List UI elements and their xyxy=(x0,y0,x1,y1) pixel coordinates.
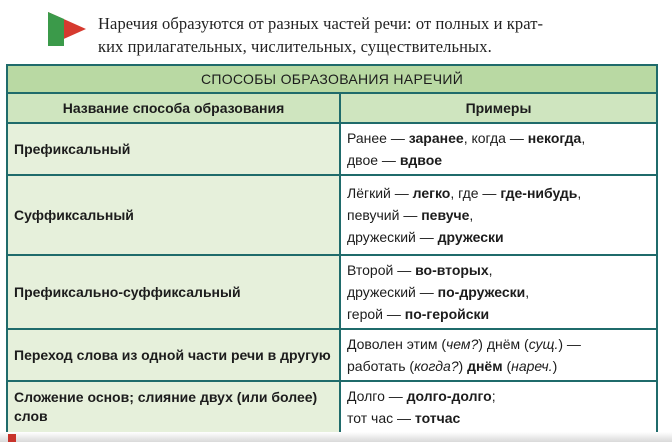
method-name: Переход слова из одной части речи в другую xyxy=(7,329,340,381)
header-method: Название способа образования xyxy=(7,93,340,123)
example-word: тотчас xyxy=(414,410,461,426)
example-text: двое — xyxy=(347,152,400,168)
examples-cell xyxy=(340,175,657,255)
example-text: ) xyxy=(552,358,558,374)
example-text: дружеский — xyxy=(347,284,438,300)
table-body xyxy=(7,123,657,433)
example-word: дружески xyxy=(437,229,504,245)
example-text: ; xyxy=(491,388,496,404)
method-name: Суффиксальный xyxy=(7,175,340,255)
header-examples: Примеры xyxy=(340,93,657,123)
example-line xyxy=(347,127,650,149)
example-word: по-дружески xyxy=(437,284,526,300)
intro-line-1: Наречия образуются от разных частей речи: от полных и крат- xyxy=(98,14,544,33)
bookmark-flag-icon xyxy=(48,12,86,46)
example-text: тот час — xyxy=(347,410,415,426)
example-text: ) xyxy=(458,358,468,374)
examples-cell xyxy=(340,255,657,329)
example-text: певучий — xyxy=(347,207,422,223)
example-text: , xyxy=(581,130,586,146)
example-word: заранее xyxy=(408,130,464,146)
example-text: , xyxy=(469,207,474,223)
example-word: где-нибудь xyxy=(500,185,578,201)
example-text: герой — xyxy=(347,306,405,322)
example-text: Долго — xyxy=(347,388,407,404)
example-word: некогда xyxy=(527,130,582,146)
example-word: вдвое xyxy=(399,152,443,168)
table-row xyxy=(7,329,657,381)
example-text: ) — xyxy=(558,336,581,352)
example-word: по-геройски xyxy=(404,306,490,322)
example-line xyxy=(347,333,650,355)
example-line xyxy=(347,355,650,377)
example-word: певуче xyxy=(421,207,470,223)
example-note: сущ. xyxy=(528,336,559,352)
example-line xyxy=(347,303,650,325)
table-row xyxy=(7,123,657,175)
examples-cell xyxy=(340,381,657,433)
table-caption: СПОСОБЫ ОБРАЗОВАНИЯ НАРЕЧИЙ xyxy=(7,65,657,93)
example-text: дружеский — xyxy=(347,229,438,245)
example-line xyxy=(347,149,650,171)
adverb-formation-table xyxy=(6,64,658,434)
example-text: Лёгкий — xyxy=(347,185,413,201)
example-text: ( xyxy=(502,358,512,374)
example-text: , xyxy=(577,185,582,201)
example-text: , когда — xyxy=(463,130,528,146)
table-row xyxy=(7,381,657,433)
page-footer-strip xyxy=(0,432,672,442)
example-note: нареч. xyxy=(511,358,553,374)
example-text: работать ( xyxy=(347,358,415,374)
example-word: долго-долго xyxy=(406,388,492,404)
example-line xyxy=(347,385,650,407)
example-line xyxy=(347,226,650,248)
intro-block xyxy=(8,8,664,58)
example-text: , где — xyxy=(450,185,501,201)
method-name: Префиксально-суффиксальный xyxy=(7,255,340,329)
example-text: , xyxy=(488,262,493,278)
example-line xyxy=(347,281,650,303)
example-line xyxy=(347,259,650,281)
example-text: , xyxy=(525,284,530,300)
table-row xyxy=(7,255,657,329)
example-word: днём xyxy=(467,358,503,374)
example-line xyxy=(347,407,650,429)
table-row xyxy=(7,175,657,255)
intro-line-2: ких прилагательных, числительных, существительных. xyxy=(98,37,492,56)
example-text: Второй — xyxy=(347,262,416,278)
example-line xyxy=(347,182,650,204)
example-word: легко xyxy=(412,185,451,201)
example-text: ) днём ( xyxy=(478,336,529,352)
intro-text xyxy=(98,12,658,58)
example-text: Ранее — xyxy=(347,130,409,146)
example-line xyxy=(347,204,650,226)
method-name: Сложение основ; слияние двух (или более) слов xyxy=(7,381,340,433)
example-note: чем? xyxy=(446,336,479,352)
example-note: когда? xyxy=(414,358,459,374)
examples-cell xyxy=(340,329,657,381)
method-name: Префиксальный xyxy=(7,123,340,175)
example-text: Доволен этим ( xyxy=(347,336,447,352)
example-word: во-вторых xyxy=(415,262,489,278)
examples-cell xyxy=(340,123,657,175)
footer-marker xyxy=(8,434,16,442)
